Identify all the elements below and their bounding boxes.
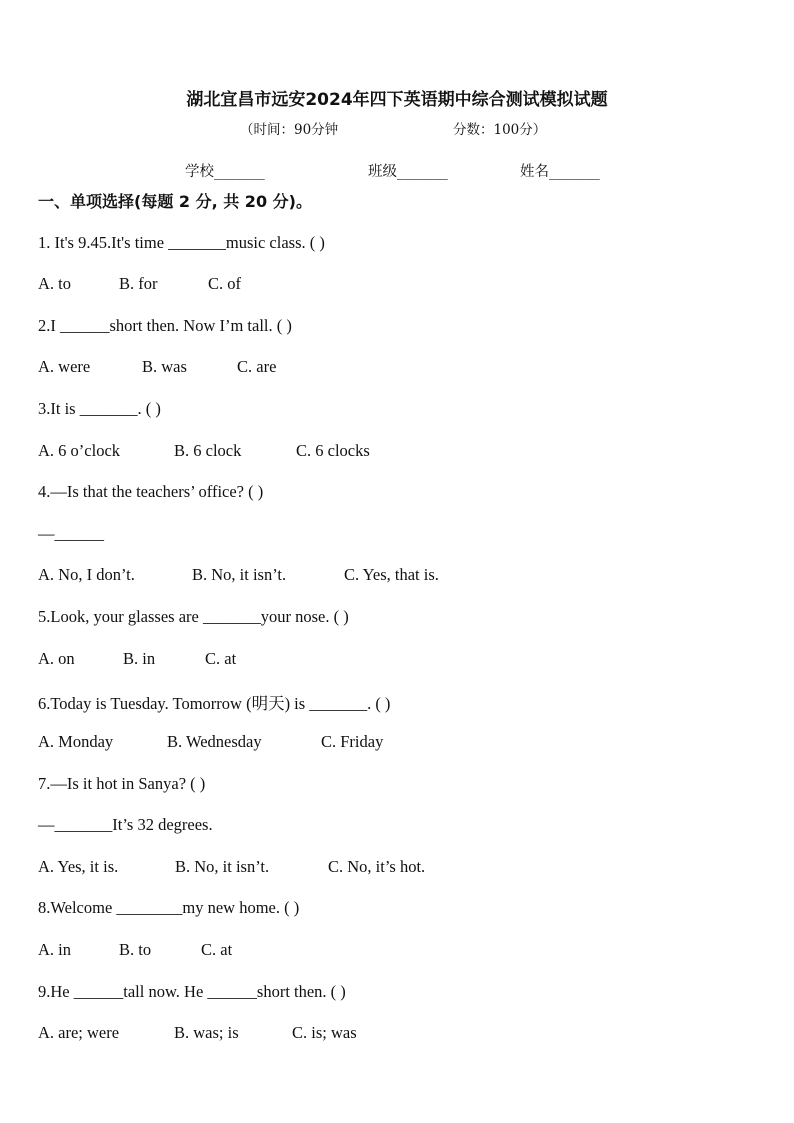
option-a: A. in	[38, 940, 71, 959]
option-b: B. No, it isn’t.	[192, 565, 287, 584]
option-c: C. at	[205, 649, 237, 668]
question-1: 1. It's 9.45.It's time _______music class. ( )	[38, 233, 325, 252]
question-7-answer-line: —_______It’s 32 degrees.	[38, 815, 213, 834]
class-field: 班级_______	[368, 164, 448, 180]
question-9-options	[38, 1023, 357, 1043]
option-a: A. 6 o’clock	[38, 441, 121, 460]
school-field: 学校_______	[185, 164, 265, 180]
option-b: B. 6 clock	[174, 441, 242, 460]
question-3-options	[38, 441, 370, 461]
question-1-options	[38, 274, 241, 294]
question-8-options	[38, 940, 232, 960]
question-9: 9.He ______tall now. He ______short then. ( )	[38, 982, 346, 1001]
option-b: B. in	[123, 649, 156, 668]
question-7: 7.—Is it hot in Sanya? ( )	[38, 774, 206, 793]
option-a: A. on	[38, 649, 75, 668]
question-4-options	[38, 565, 439, 585]
option-c: C. of	[208, 274, 241, 293]
question-8: 8.Welcome ________my new home. ( )	[38, 898, 300, 917]
question-4-answer-line: —______	[38, 524, 104, 543]
option-b: B. No, it isn’t.	[175, 857, 270, 876]
question-2-options	[38, 357, 276, 377]
option-a: A. were	[38, 357, 91, 376]
option-b: B. was	[142, 357, 187, 376]
option-b: B. for	[119, 274, 158, 293]
option-a: A. No, I don’t.	[38, 565, 135, 584]
exam-title: 湖北宜昌市远安2024年四下英语期中综合测试模拟试题	[186, 90, 608, 110]
section-title: 一、单项选择(每题 2 分, 共 20 分)。	[38, 192, 312, 211]
option-c: C. Friday	[321, 732, 384, 751]
question-4: 4.—Is that the teachers’ office? ( )	[38, 482, 264, 501]
option-c: C. are	[237, 357, 277, 376]
name-field: 姓名_______	[520, 164, 600, 180]
option-a: A. are; were	[38, 1023, 120, 1042]
option-c: C. is; was	[292, 1023, 357, 1042]
option-c: C. 6 clocks	[296, 441, 370, 460]
question-2: 2.I ______short then. Now I’m tall. ( )	[38, 316, 292, 335]
option-b: B. was; is	[174, 1023, 239, 1042]
option-c: C. at	[201, 940, 233, 959]
question-7-options	[38, 857, 425, 877]
question-6: 6.Today is Tuesday. Tomorrow (明天) is _______. ( )	[38, 694, 391, 713]
option-a: A. to	[38, 274, 71, 293]
option-a: A. Yes, it is.	[38, 857, 119, 876]
question-3: 3.It is _______. ( )	[38, 399, 161, 418]
question-5: 5.Look, your glasses are _______your nose. ( )	[38, 607, 349, 626]
option-b: B. to	[119, 940, 152, 959]
exam-score: 分数：100分）	[453, 122, 547, 138]
question-5-options	[38, 649, 236, 669]
question-6-options	[38, 732, 383, 752]
option-c: C. Yes, that is.	[344, 565, 439, 584]
exam-time: （时间：90分钟	[240, 122, 339, 138]
option-b: B. Wednesday	[167, 732, 262, 751]
option-c: C. No, it’s hot.	[328, 857, 426, 876]
option-a: A. Monday	[38, 732, 114, 751]
